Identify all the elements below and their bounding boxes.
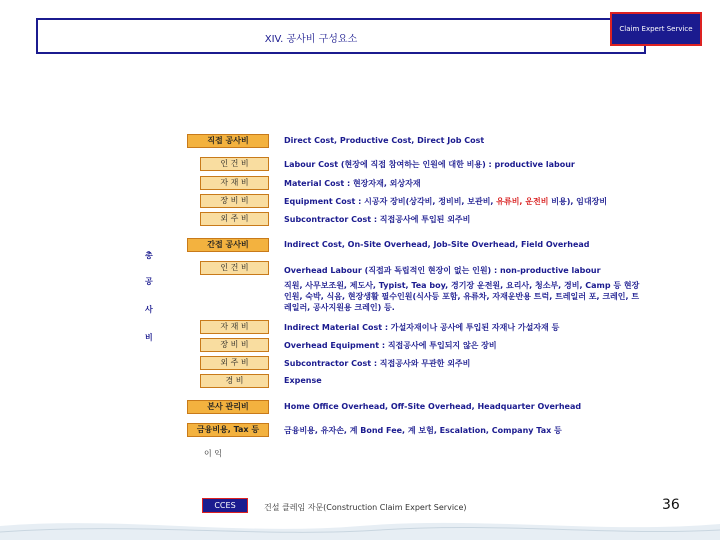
row-label-overhead-equipment: 장 비 비 [200,338,269,352]
row-label-overhead-subcontractor: 외 주 비 [200,356,269,370]
side-label-char: 비 [145,333,153,342]
row-desc-overhead-labour-detail: 직원, 사무보조원, 제도사, Typist, Tea boy, 경기장 운전원, 요리사, 청소부, 경비, Camp 등 현장인원, 숙박, 식음, 현장생활 필수인원(식사등 포함, 유류차, 자재운반용 트럭, 트레일러 포, 크레인, 트레일러, 공사지원용 크레인) 등. [284,281,640,312]
cces-badge: CCES [202,498,248,513]
footer-text: 건설 클레임 자문(Construction Claim Expert Service) [264,503,467,512]
row-label-expense: 경 비 [200,374,269,388]
row-label-material: 자 재 비 [200,176,269,190]
side-label-char: 사 [145,305,153,314]
row-desc-expense: Expense [284,376,322,385]
row-desc-indirect-material: Indirect Material Cost : 가설자재이나 공사에 투입된 자재나 가설자재 등 [284,323,560,332]
page-number: 36 [662,497,680,513]
row-label-equipment: 장 비 비 [200,194,269,208]
row-desc-indirect-cost: Indirect Cost, On-Site Overhead, Job-Site Overhead, Field Overhead [284,240,590,249]
row-label-labour: 인 건 비 [200,157,269,171]
title-frame [36,18,646,54]
row-desc-overhead-subcontractor: Subcontractor Cost : 직접공사와 무관한 외주비 [284,359,471,368]
row-label-indirect-cost: 간접 공사비 [187,238,269,252]
row-label-overhead-labour: 인 건 비 [200,261,269,275]
side-label-char: 총 [145,251,153,260]
row-desc-subcontractor: Subcontractor Cost : 직접공사에 투입된 외주비 [284,215,471,224]
footer-wave-decoration [0,512,720,540]
service-badge: Claim Expert Service [610,12,702,46]
row-desc-material: Material Cost : 현장자재, 외상자재 [284,179,421,188]
profit-label: 이 익 [204,449,222,458]
side-label-char: 공 [145,277,153,286]
row-desc-overhead-labour: Overhead Labour (직접과 독립적인 현장이 없는 인원) : non-productive labour [284,266,601,275]
row-label-indirect-material: 자 재 비 [200,320,269,334]
row-label-direct-cost: 직접 공사비 [187,134,269,148]
row-label-subcontractor: 외 주 비 [200,212,269,226]
row-desc-home-office: Home Office Overhead, Off-Site Overhead, Headquarter Overhead [284,402,582,411]
row-label-home-office: 본사 관리비 [187,400,269,414]
row-desc-finance: 금융비용, 유자손, 계 Bond Fee, 계 보험, Escalation, Company Tax 등 [284,426,562,435]
row-desc-labour: Labour Cost (현장에 직접 참여하는 인원에 대한 비용) : productive labour [284,160,575,169]
row-label-finance: 금융비용, Tax 등 [187,423,269,437]
row-desc-direct-cost: Direct Cost, Productive Cost, Direct Job Cost [284,136,485,145]
row-desc-overhead-equipment: Overhead Equipment : 직접공사에 투입되지 않은 장비 [284,341,497,350]
page-title: XIV. 공사비 구성요소 [264,34,358,45]
row-desc-equipment: Equipment Cost : 시공자 장비(상각비, 정비비, 보관비, 유류비, 운전비 비용), 임대장비 [284,197,608,206]
highlight-text: 유류비, 운전비 [496,197,549,206]
